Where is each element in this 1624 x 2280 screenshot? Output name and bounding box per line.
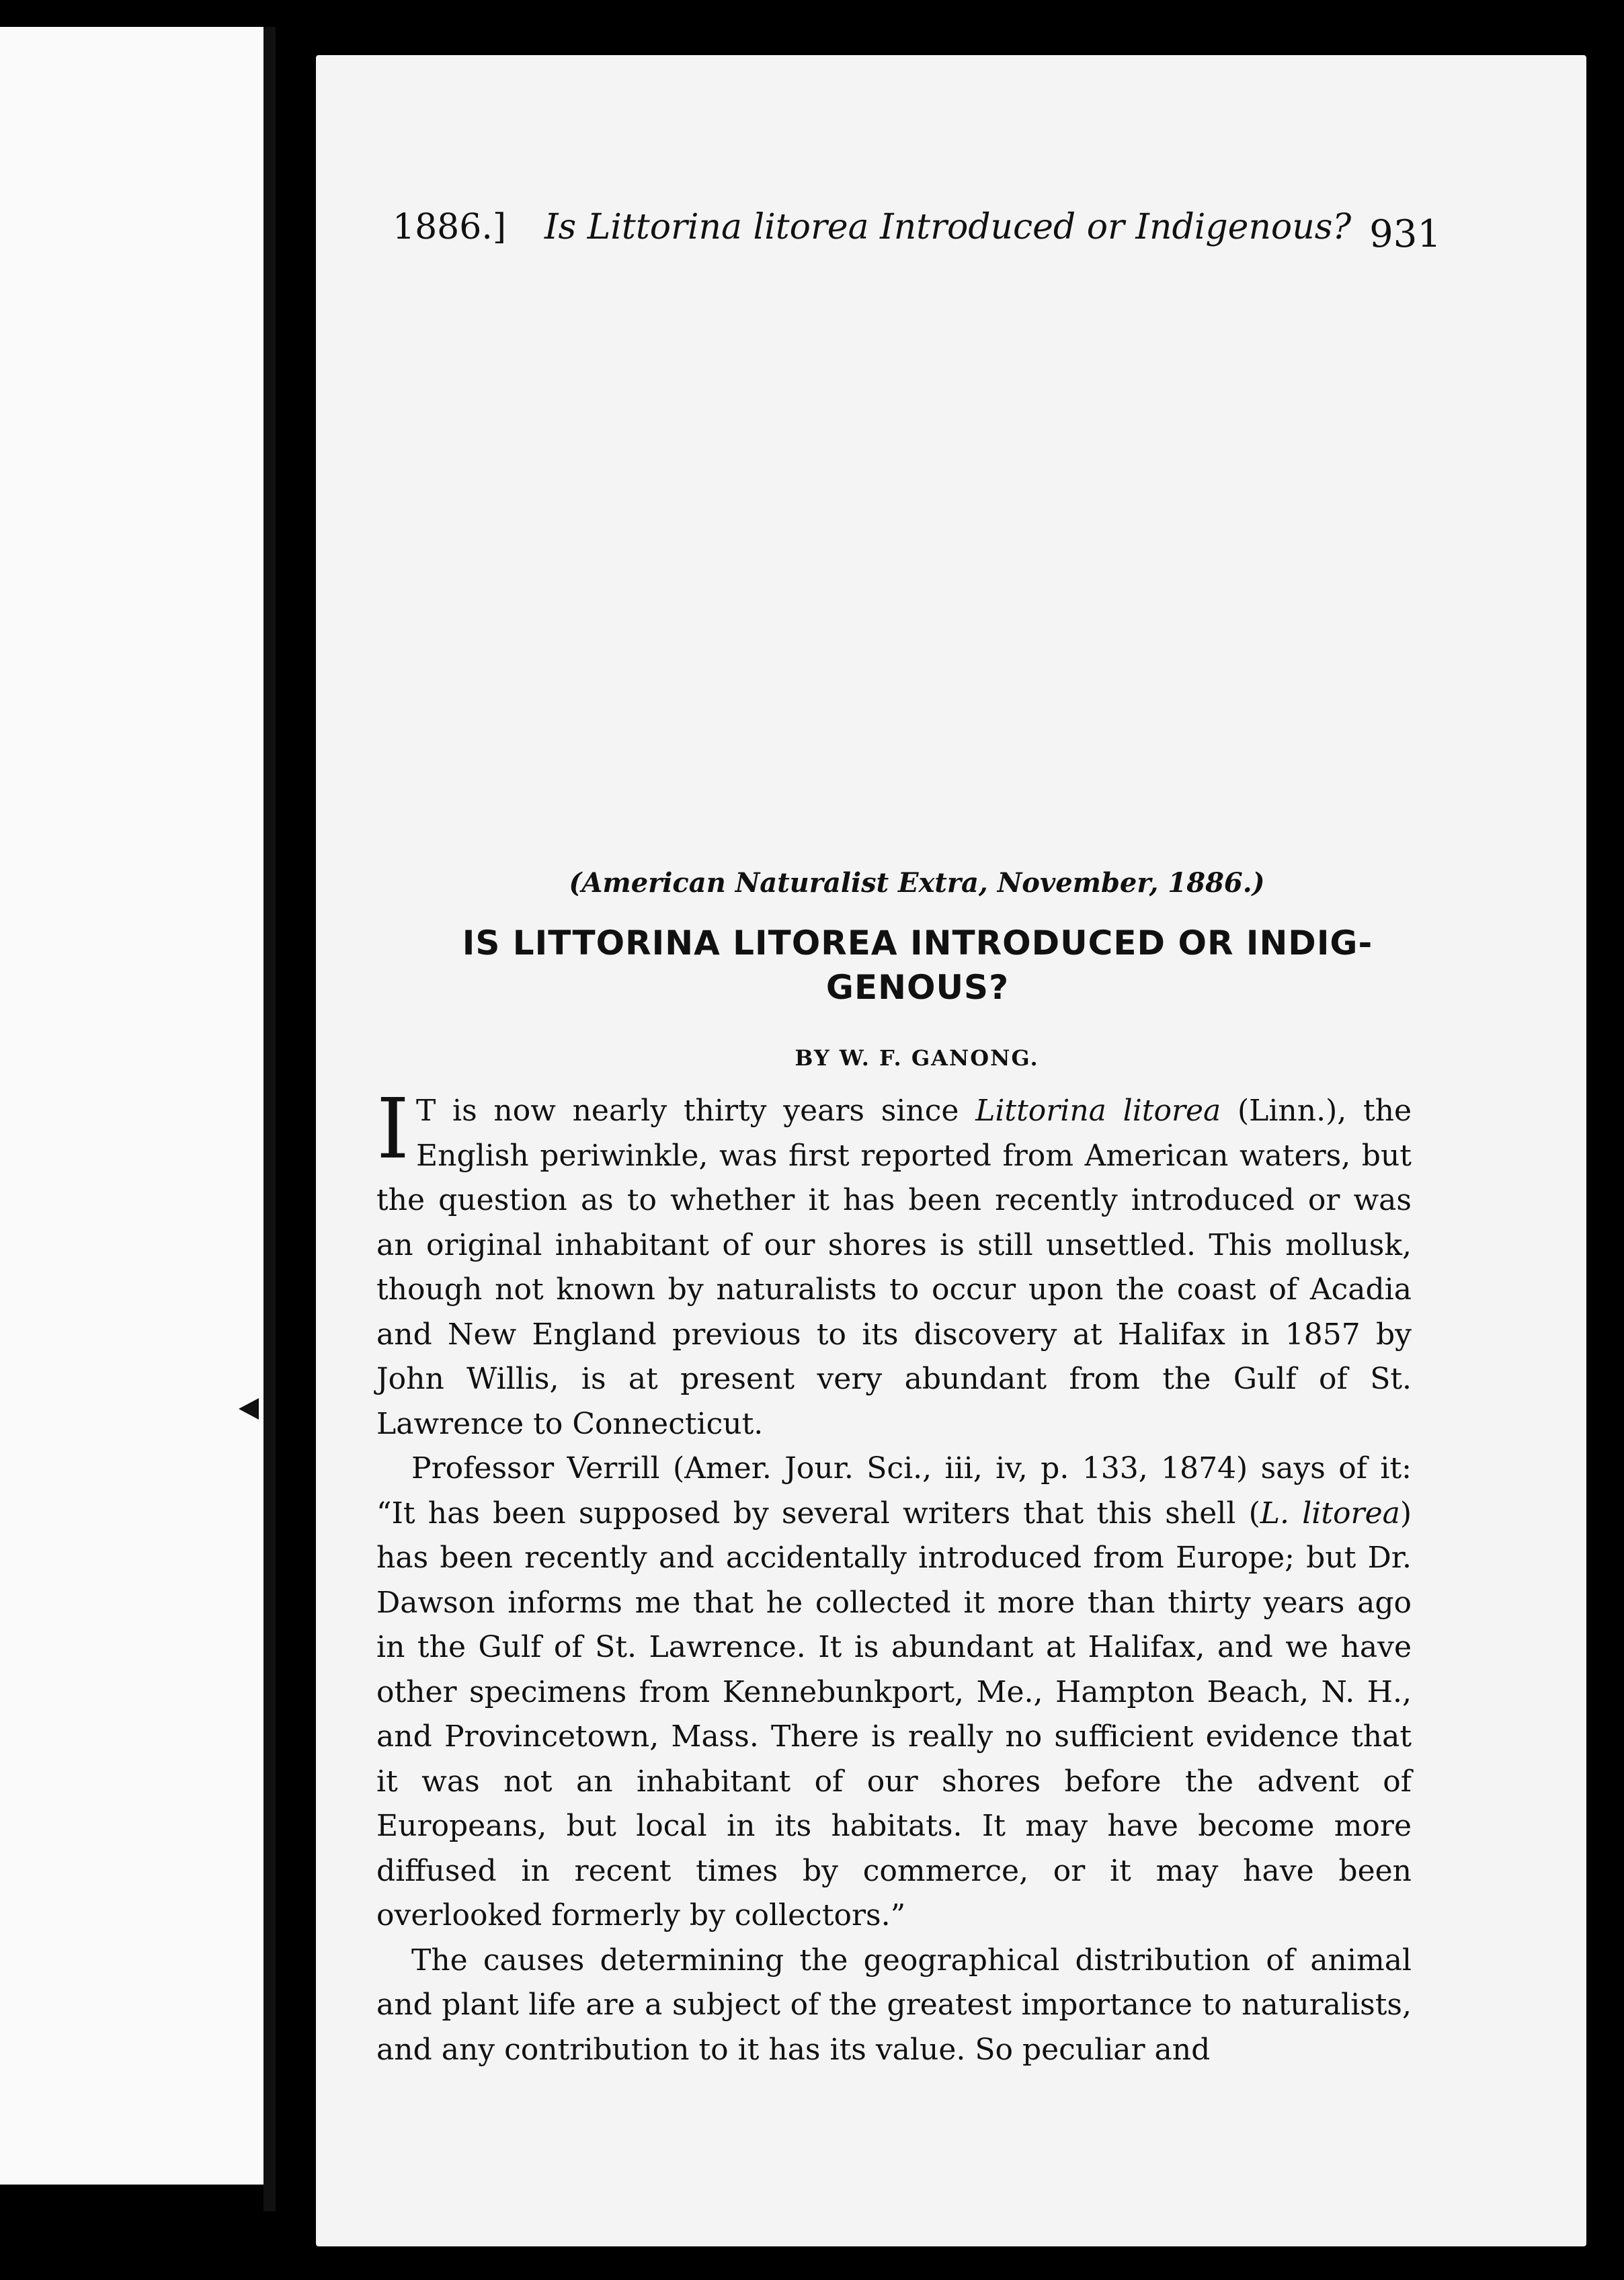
- species-name: Littorina litorea: [975, 1094, 1221, 1128]
- paragraph-2-text-b: ) has been recently and accidentally introduced from Europe; but Dr. Dawson informs me that he collected it more than thirty years ago in the Gulf of St. Lawrence. It is abundant at Halifax, and we have other specimens from Kennebunkport, Me., Hampton Beach, N. H., and Provincetown, Mass. There is really no sufficient evidence that it was not an inhabitant of our shores before the advent of Europeans, but local in its habitats. It may have become more diffused in recent times by commerce, or it may have been overlooked formerly by collectors.”: [376, 1496, 1412, 1932]
- facing-page-edge: [0, 27, 263, 2185]
- page-number: 931: [1369, 212, 1441, 256]
- article-body: [376, 1081, 1412, 2072]
- article-title-text: IS LITTORINA LITOREA INTRODUCED OR INDIG-GENOUS?: [462, 924, 1373, 1007]
- species-abbrev: L. litorea: [1260, 1496, 1400, 1531]
- book-spine-shadow: [263, 27, 276, 2211]
- paragraph-1: [376, 1081, 1412, 1447]
- running-head-title: Is Littorina litorea Introduced or Indigenous?: [544, 207, 1352, 247]
- byline: BY W. F. GANONG.: [795, 1045, 1039, 1071]
- paragraph-3: The causes determining the geographical distribution of animal and plant life are a subject of the greatest importance to naturalists, and any contribution to it has its value. So peculiar and: [376, 1943, 1412, 2067]
- paragraph-2: [376, 1447, 1412, 1939]
- drop-cap: I: [376, 1081, 409, 1178]
- paragraph-2-text-a: Professor Verrill (Amer. Jour. Sci., iii, iv, p. 133, 1874) says of it: “It has been supposed by several writers that this shell (: [376, 1451, 1412, 1531]
- paragraph-1-text-b: (Linn.), the English periwinkle, was first reported from American waters, but the question as to whether it has been recently introduced or was an original inhabitant of our shores is still unsettled. This mollusk, though not known by naturalists to occur upon the coast of Acadia and New England previous to its discovery at Halifax in 1857 by John Willis, is at present very abundant from the Gulf of St. Lawrence to Connecticut.: [376, 1094, 1412, 1441]
- article-title: [376, 921, 1459, 1010]
- source-citation: (American Naturalist Extra, November, 1886.): [569, 867, 1265, 899]
- running-head-year: 1886.]: [393, 207, 507, 247]
- margin-marker: [239, 1398, 259, 1420]
- running-head: [393, 207, 1441, 261]
- paragraph-1-text-a: T is now nearly thirty years since: [415, 1094, 976, 1128]
